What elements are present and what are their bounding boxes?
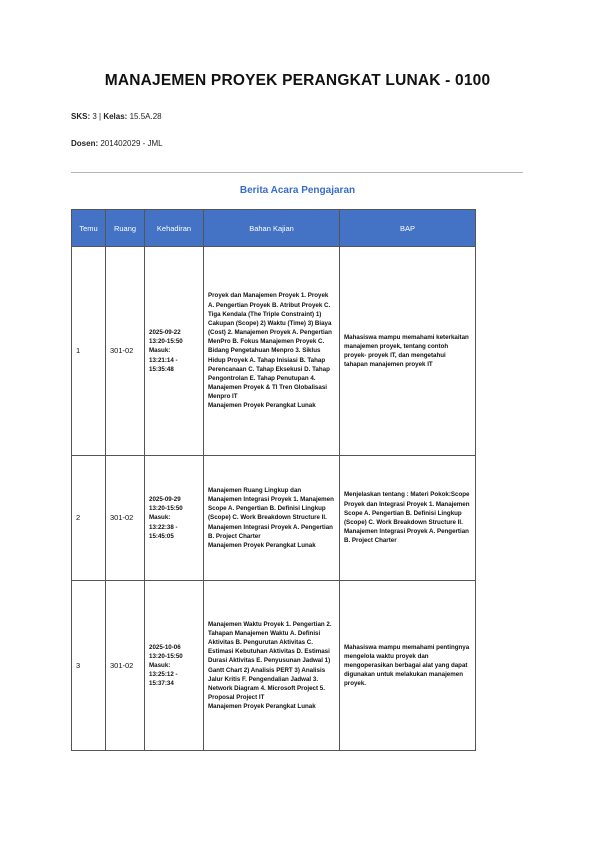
header-temu: Temu <box>72 210 106 247</box>
table-row <box>72 247 476 456</box>
table-row <box>72 581 476 751</box>
cell-bap: Mahasiswa mampu memahami keterkaitan manajemen proyek, tentang contoh proyek- proyek IT, dan mengetahui tahapan manajemen proyek IT <box>340 247 476 456</box>
table-row <box>72 456 476 581</box>
cell-temu: 3 <box>72 581 106 751</box>
cell-bap: Mahasiswa mampu memahami pentingnya mengelola waktu proyek dan mengoperasikan berbagai alat yang dapat digunakan untuk melakukan manajemen proyek. <box>340 581 476 751</box>
cell-temu: 2 <box>72 456 106 581</box>
cell-kehadiran: 2025-10-06 13:20-15:50 Masuk: 13:25:12 - 15:37:34 <box>145 581 204 751</box>
cell-ruang: 301-02 <box>106 456 145 581</box>
sks-value: 3 | <box>90 112 104 121</box>
header-bap: BAP <box>340 210 476 247</box>
sks-label: SKS: <box>71 112 91 121</box>
section-title: Berita Acara Pengajaran <box>239 185 356 196</box>
divider <box>71 172 523 173</box>
cell-ruang: 301-02 <box>106 581 145 751</box>
cell-temu: 1 <box>72 247 106 456</box>
header-kehadiran: Kehadiran <box>145 210 204 247</box>
kelas-value: 15.5A.28 <box>127 112 162 121</box>
cell-kehadiran: 2025-09-29 13:20-15:50 Masuk: 13:22:38 - 15:45:05 <box>145 456 204 581</box>
cell-ruang: 301-02 <box>106 247 145 456</box>
bap-table <box>71 209 476 751</box>
cell-bahan-kajian: Manajemen Ruang Lingkup dan Manajemen Integrasi Proyek 1. Manajemen Scope A. Pengertian B. Definisi Lingkup (Scope) C. Work Breakdown Structure II. Manajemen Integrasi Proyek A. Pengertian B. Project Charter Manajemen Proyek Perangkat Lunak <box>204 456 340 581</box>
header-bahan-kajian: Bahan Kajian <box>204 210 340 247</box>
document-title: MANAJEMEN PROYEK PERANGKAT LUNAK - 0100 <box>104 72 491 89</box>
cell-bahan-kajian: Proyek dan Manajemen Proyek 1. Proyek A. Pengertian Proyek B. Atribut Proyek C. Tiga Kendala (The Triple Constraint) 1) Cakupan (Scope) 2) Waktu (Time) 3) Biaya (Cost) 2. Manajemen Proyek A. Pengertian MenPro B. Fokus Manajemen Proyek C. Bidang Pengetahuan Menpro 3. Siklus Hidup Proyek A. Tahap Inisiasi B. Tahap Perencanaan C. Tahap Eksekusi D. Tahap Pengontrolan E. Tahap Penutupan 4. Manajemen Proyek & TI Tren Globalisasi Menpro IT Manajemen Proyek Perangkat Lunak <box>204 247 340 456</box>
dosen-value: 201402029 - JML <box>98 139 163 148</box>
dosen-label: Dosen: <box>71 139 99 148</box>
header-ruang: Ruang <box>106 210 145 247</box>
cell-bap: Menjelaskan tentang : Materi Pokok:Scope Proyek dan Integrasi Proyek 1. Manajemen Scope A. Pengertian B. Definisi Lingkup (Scope) C. Work Breakdown Structure II. Manajemen Integrasi Proyek A. Pengertian B. Project Charter <box>340 456 476 581</box>
lecturer-meta <box>71 139 163 148</box>
course-meta <box>71 112 162 121</box>
cell-kehadiran: 2025-09-22 13:20-15:50 Masuk: 13:21:14 - 15:35:48 <box>145 247 204 456</box>
table-header-row <box>72 210 476 247</box>
kelas-label: Kelas: <box>103 112 128 121</box>
cell-bahan-kajian: Manajemen Waktu Proyek 1. Pengertian 2. Tahapan Manajemen Waktu A. Definisi Aktivitas B. Pengurutan Aktivitas C. Estimasi Kebutuhan Aktivitas D. Estimasi Durasi Aktivitas E. Penyusunan Jadwal 1) Gantt Chart 2) Analisis PERT 3) Analisis Jalur Kritis F. Pengendalian Jadwal 3. Network Diagram 4. Microsoft Project 5. Proposal Project IT Manajemen Proyek Perangkat Lunak <box>204 581 340 751</box>
